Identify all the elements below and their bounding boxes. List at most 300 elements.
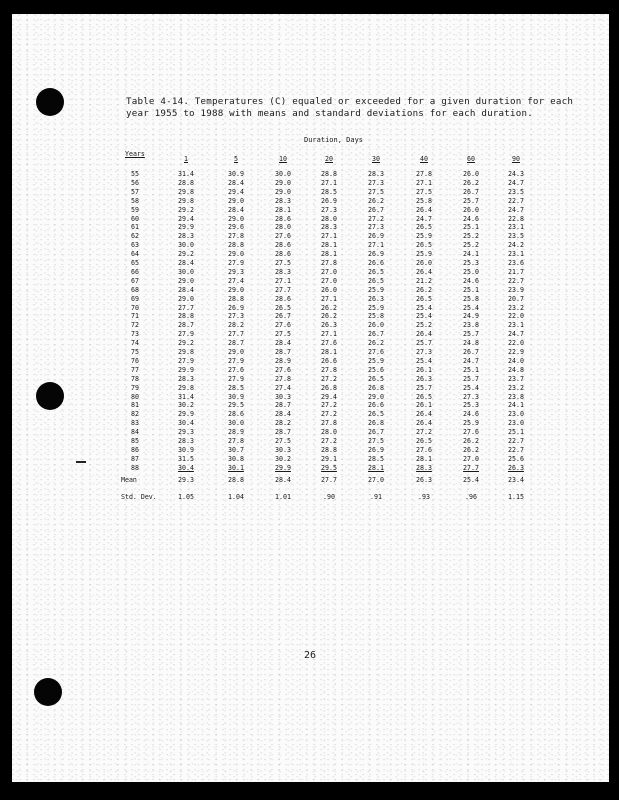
- table-cell: 27.6: [275, 365, 291, 374]
- table-cell: 29.0: [178, 276, 194, 285]
- table-cell: 30.0: [178, 241, 194, 250]
- table-cell: 25.9: [368, 285, 384, 294]
- table-cell: 26.4: [416, 205, 432, 214]
- table-cell: 28.6: [275, 294, 291, 303]
- table-cell: 30.2: [178, 401, 194, 410]
- table-cell: 30.3: [275, 445, 291, 454]
- table-cell: 27.1: [368, 241, 384, 250]
- table-cell: 28.1: [416, 454, 432, 463]
- table-cell: 26.9: [368, 232, 384, 241]
- year-cell: 60: [131, 214, 139, 223]
- table-cell: 28.6: [275, 241, 291, 250]
- std-dev-value: 1.04: [228, 493, 244, 501]
- table-cell: 28.9: [228, 428, 244, 437]
- table-cell: 22.9: [508, 348, 524, 356]
- table-cell: 29.0: [228, 348, 244, 356]
- table-cell: 25.7: [416, 383, 432, 392]
- table-cell: 26.5: [368, 374, 384, 383]
- table-cell: 24.7: [463, 356, 479, 365]
- table-cell: 28.8: [178, 312, 194, 321]
- table-cell: 25.1: [463, 223, 479, 232]
- table-cell: 28.1: [321, 250, 337, 259]
- table-cell: 28.0: [321, 428, 337, 437]
- table-cell: 27.0: [321, 276, 337, 285]
- table-cell: 24.6: [463, 410, 479, 419]
- year-cell: 80: [131, 392, 139, 401]
- table-cell: 27.3: [463, 392, 479, 401]
- table-cell: 23.1: [508, 321, 524, 330]
- table-cell: 30.7: [228, 445, 244, 454]
- table-cell: 30.8: [228, 454, 244, 463]
- year-cell: 73: [131, 330, 139, 339]
- year-cell: 75: [131, 348, 139, 356]
- year-cell: 88: [131, 463, 139, 472]
- table-cell: 27.5: [368, 187, 384, 196]
- table-cell: 26.7: [368, 428, 384, 437]
- table-cell: 28.8: [321, 445, 337, 454]
- table-cell: 26.6: [368, 259, 384, 267]
- table-cell: 28.5: [228, 383, 244, 392]
- table-cell: 28.8: [228, 241, 244, 250]
- duration-header-40: 40: [420, 155, 428, 163]
- table-cell: 24.8: [463, 339, 479, 348]
- table-cell: 28.7: [228, 339, 244, 348]
- table-cell: 26.2: [463, 445, 479, 454]
- mean-value: 27.0: [368, 476, 384, 484]
- table-cell: 23.8: [508, 392, 524, 401]
- table-cell: 25.9: [416, 250, 432, 259]
- table-cell: 29.9: [178, 365, 194, 374]
- table-cell: 24.3: [508, 170, 524, 178]
- year-cell: 59: [131, 205, 139, 214]
- table-cell: 27.2: [321, 437, 337, 445]
- year-cell: 62: [131, 232, 139, 241]
- mean-value: 27.7: [321, 476, 337, 484]
- table-cell: 26.9: [228, 303, 244, 312]
- table-cell: 24.1: [463, 250, 479, 259]
- table-cell: 27.1: [321, 330, 337, 339]
- table-cell: 26.0: [368, 321, 384, 330]
- mean-value: 25.4: [463, 476, 479, 484]
- table-cell: 29.2: [178, 205, 194, 214]
- table-cell: 26.2: [463, 178, 479, 187]
- year-cell: 65: [131, 259, 139, 267]
- table-cell: 29.9: [178, 223, 194, 232]
- table-cell: 24.9: [463, 312, 479, 321]
- year-cell: 77: [131, 365, 139, 374]
- table-cell: 24.6: [463, 214, 479, 223]
- table-cell: 27.2: [321, 374, 337, 383]
- table-cell: 25.9: [368, 303, 384, 312]
- table-cell: 29.9: [178, 410, 194, 419]
- std-dev-value: 1.15: [508, 493, 524, 501]
- table-cell: 23.8: [463, 321, 479, 330]
- binder-hole-top: [36, 88, 64, 116]
- table-cell: 29.0: [228, 285, 244, 294]
- table-cell: 26.8: [368, 419, 384, 428]
- table-cell: 25.0: [463, 267, 479, 276]
- std-dev-value: .90: [323, 493, 335, 501]
- table-cell: 27.8: [416, 170, 432, 178]
- duration-heading: Duration, Days: [304, 136, 364, 144]
- table-cell: 27.8: [321, 365, 337, 374]
- table-cell: 27.1: [321, 232, 337, 241]
- table-cell: 26.7: [368, 205, 384, 214]
- table-cell: 26.5: [416, 294, 432, 303]
- table-cell: 28.7: [275, 428, 291, 437]
- year-cell: 58: [131, 196, 139, 205]
- year-cell: 76: [131, 356, 139, 365]
- table-cell: 26.1: [416, 401, 432, 410]
- table-cell: 30.4: [178, 419, 194, 428]
- table-cell: 29.4: [228, 187, 244, 196]
- table-cell: 28.2: [275, 419, 291, 428]
- table-cell: 27.3: [228, 312, 244, 321]
- table-cell: 28.4: [178, 285, 194, 294]
- table-cell: 26.0: [321, 285, 337, 294]
- table-cell: 29.0: [228, 250, 244, 259]
- table-cell: 27.9: [178, 330, 194, 339]
- table-cell: 26.4: [416, 410, 432, 419]
- table-cell: 28.1: [321, 348, 337, 356]
- table-cell: 26.2: [321, 303, 337, 312]
- table-cell: 27.9: [228, 356, 244, 365]
- table-cell: 29.4: [178, 214, 194, 223]
- table-cell: 24.0: [508, 356, 524, 365]
- binder-hole-bottom: [34, 678, 62, 706]
- table-cell: 31.4: [178, 392, 194, 401]
- year-cell: 61: [131, 223, 139, 232]
- table-cell: 27.5: [275, 330, 291, 339]
- table-cell: 25.3: [463, 259, 479, 267]
- table-cell: 26.2: [368, 339, 384, 348]
- table-cell: 28.5: [321, 187, 337, 196]
- table-cell: 27.8: [275, 374, 291, 383]
- table-cell: 26.5: [416, 437, 432, 445]
- table-cell: 31.4: [178, 170, 194, 178]
- year-cell: 79: [131, 383, 139, 392]
- table-cell: 28.3: [368, 170, 384, 178]
- table-cell: 28.3: [178, 437, 194, 445]
- table-cell: 25.9: [416, 232, 432, 241]
- table-cell: 26.5: [368, 276, 384, 285]
- table-cell: 25.2: [416, 321, 432, 330]
- table-cell: 23.0: [508, 410, 524, 419]
- table-cell: 28.3: [321, 223, 337, 232]
- table-cell: 27.2: [416, 428, 432, 437]
- table-cell: 28.1: [368, 463, 384, 472]
- table-cell: 23.6: [508, 259, 524, 267]
- table-cell: 25.4: [463, 383, 479, 392]
- table-cell: 27.9: [228, 374, 244, 383]
- table-cell: 27.8: [228, 232, 244, 241]
- table-cell: 22.7: [508, 196, 524, 205]
- table-cell: 24.2: [508, 241, 524, 250]
- table-cell: 22.7: [508, 437, 524, 445]
- table-cell: 29.0: [228, 214, 244, 223]
- table-cell: 30.2: [275, 454, 291, 463]
- table-cell: 27.8: [321, 259, 337, 267]
- table-cell: 26.2: [321, 312, 337, 321]
- table-cell: 28.4: [228, 178, 244, 187]
- year-cell: 56: [131, 178, 139, 187]
- table-cell: 29.2: [178, 250, 194, 259]
- table-cell: 27.2: [321, 401, 337, 410]
- table-cell: 28.7: [275, 348, 291, 356]
- table-cell: 27.6: [463, 428, 479, 437]
- table-cell: 25.8: [416, 196, 432, 205]
- table-cell: 28.3: [178, 374, 194, 383]
- table-cell: 24.7: [416, 214, 432, 223]
- table-cell: 31.5: [178, 454, 194, 463]
- table-cell: 22.0: [508, 339, 524, 348]
- table-cell: 28.1: [275, 205, 291, 214]
- table-cell: 27.1: [416, 178, 432, 187]
- table-cell: 30.0: [178, 267, 194, 276]
- table-cell: 27.9: [228, 259, 244, 267]
- table-cell: 26.2: [463, 437, 479, 445]
- table-cell: 28.3: [275, 196, 291, 205]
- table-cell: 21.2: [416, 276, 432, 285]
- std-dev-value: .96: [465, 493, 477, 501]
- margin-mark: [76, 461, 86, 463]
- table-cell: 29.0: [178, 294, 194, 303]
- table-cell: 23.7: [508, 374, 524, 383]
- table-cell: 20.7: [508, 294, 524, 303]
- table-cell: 28.5: [368, 454, 384, 463]
- table-cell: 30.0: [228, 419, 244, 428]
- table-cell: 27.5: [275, 437, 291, 445]
- table-cell: 27.0: [321, 267, 337, 276]
- table-cell: 26.5: [368, 267, 384, 276]
- table-cell: 27.7: [178, 303, 194, 312]
- mean-label: Mean: [121, 476, 137, 484]
- year-cell: 78: [131, 374, 139, 383]
- table-cell: 25.1: [508, 428, 524, 437]
- table-cell: 29.0: [368, 392, 384, 401]
- years-header: Years: [125, 150, 145, 158]
- table-cell: 29.8: [178, 383, 194, 392]
- mean-value: 28.8: [228, 476, 244, 484]
- table-cell: 25.7: [463, 330, 479, 339]
- table-cell: 29.5: [321, 463, 337, 472]
- table-cell: 28.0: [275, 223, 291, 232]
- caption-line-1: Table 4-14. Temperatures (C) equaled or exceeded for a given duration for each: [126, 96, 574, 107]
- year-cell: 63: [131, 241, 139, 250]
- year-cell: 74: [131, 339, 139, 348]
- table-cell: 25.9: [368, 356, 384, 365]
- table-cell: 23.1: [508, 250, 524, 259]
- year-cell: 87: [131, 454, 139, 463]
- table-cell: 24.7: [508, 205, 524, 214]
- table-cell: 25.4: [463, 303, 479, 312]
- table-cell: 26.7: [275, 312, 291, 321]
- table-cell: 27.6: [321, 339, 337, 348]
- year-cell: 55: [131, 170, 139, 178]
- table-cell: 27.0: [463, 454, 479, 463]
- year-cell: 64: [131, 250, 139, 259]
- table-cell: 27.5: [368, 437, 384, 445]
- table-cell: 27.5: [275, 259, 291, 267]
- year-cell: 67: [131, 276, 139, 285]
- duration-header-60: 60: [467, 155, 475, 163]
- table-cell: 25.2: [463, 232, 479, 241]
- table-cell: 29.5: [228, 401, 244, 410]
- table-cell: 26.7: [463, 187, 479, 196]
- table-cell: 26.6: [321, 356, 337, 365]
- table-cell: 26.0: [416, 259, 432, 267]
- table-cell: 26.3: [508, 463, 524, 472]
- table-caption: [126, 96, 574, 120]
- table-cell: 24.7: [508, 330, 524, 339]
- mean-value: 29.3: [178, 476, 194, 484]
- table-cell: 28.2: [228, 321, 244, 330]
- table-cell: 26.0: [463, 205, 479, 214]
- std-dev-value: 1.01: [275, 493, 291, 501]
- table-cell: 27.6: [416, 445, 432, 454]
- year-cell: 86: [131, 445, 139, 454]
- table-cell: 24.6: [463, 276, 479, 285]
- duration-header-90: 90: [512, 155, 520, 163]
- duration-header-20: 20: [325, 155, 333, 163]
- year-cell: 84: [131, 428, 139, 437]
- table-cell: 27.6: [275, 321, 291, 330]
- table-cell: 28.8: [228, 294, 244, 303]
- page-number: 26: [304, 650, 317, 661]
- table-cell: 28.9: [275, 356, 291, 365]
- table-cell: 25.6: [508, 454, 524, 463]
- table-cell: 26.3: [368, 294, 384, 303]
- table-cell: 27.8: [321, 419, 337, 428]
- table-cell: 29.0: [228, 196, 244, 205]
- table-cell: 29.6: [228, 223, 244, 232]
- year-cell: 69: [131, 294, 139, 303]
- year-cell: 70: [131, 303, 139, 312]
- table-cell: 26.4: [416, 330, 432, 339]
- table-cell: 28.7: [275, 401, 291, 410]
- table-cell: 24.8: [508, 365, 524, 374]
- table-cell: 28.3: [178, 232, 194, 241]
- table-cell: 30.9: [178, 445, 194, 454]
- table-cell: 27.9: [178, 356, 194, 365]
- table-cell: 25.1: [463, 285, 479, 294]
- table-cell: 26.3: [416, 374, 432, 383]
- table-cell: 25.9: [463, 419, 479, 428]
- table-cell: 28.6: [228, 410, 244, 419]
- table-cell: 29.3: [178, 428, 194, 437]
- table-cell: 29.4: [321, 392, 337, 401]
- year-cell: 57: [131, 187, 139, 196]
- duration-header-10: 10: [279, 155, 287, 163]
- table-cell: 23.2: [508, 303, 524, 312]
- table-cell: 27.4: [228, 276, 244, 285]
- year-cell: 85: [131, 437, 139, 445]
- table-cell: 23.1: [508, 223, 524, 232]
- table-cell: 27.3: [368, 178, 384, 187]
- table-cell: 28.8: [178, 178, 194, 187]
- table-cell: 30.9: [228, 170, 244, 178]
- table-cell: 23.9: [508, 285, 524, 294]
- std-dev-value: .93: [418, 493, 430, 501]
- table-cell: 28.6: [275, 214, 291, 223]
- table-cell: 26.8: [368, 383, 384, 392]
- duration-header-5: 5: [234, 155, 238, 163]
- table-cell: 21.7: [508, 267, 524, 276]
- table-cell: 28.4: [228, 205, 244, 214]
- table-cell: 25.7: [463, 374, 479, 383]
- table-cell: 25.7: [463, 196, 479, 205]
- table-cell: 26.5: [275, 303, 291, 312]
- duration-header-1: 1: [184, 155, 188, 163]
- year-cell: 68: [131, 285, 139, 294]
- table-cell: 26.9: [321, 196, 337, 205]
- table-cell: 28.3: [416, 463, 432, 472]
- table-cell: 29.8: [178, 187, 194, 196]
- table-cell: 22.8: [508, 214, 524, 223]
- table-cell: 26.8: [321, 383, 337, 392]
- table-cell: 29.0: [275, 178, 291, 187]
- table-cell: 26.5: [416, 223, 432, 232]
- year-cell: 71: [131, 312, 139, 321]
- std-dev-value: 1.05: [178, 493, 194, 501]
- table-cell: 26.7: [463, 348, 479, 356]
- table-cell: 25.7: [416, 339, 432, 348]
- table-cell: 27.7: [275, 285, 291, 294]
- table-cell: 30.3: [275, 392, 291, 401]
- table-cell: 26.7: [368, 330, 384, 339]
- table-cell: 30.0: [275, 170, 291, 178]
- year-cell: 66: [131, 267, 139, 276]
- table-cell: 27.7: [463, 463, 479, 472]
- table-cell: 28.3: [275, 267, 291, 276]
- table-cell: 27.5: [416, 187, 432, 196]
- table-cell: 25.6: [368, 365, 384, 374]
- table-cell: 27.3: [368, 223, 384, 232]
- std-dev-label: Std. Dev.: [121, 493, 157, 501]
- table-cell: 29.2: [178, 339, 194, 348]
- table-cell: 28.0: [321, 214, 337, 223]
- year-cell: 81: [131, 401, 139, 410]
- std-dev-value: .91: [370, 493, 382, 501]
- table-cell: 26.5: [416, 392, 432, 401]
- table-cell: 30.9: [228, 392, 244, 401]
- binder-hole-middle: [36, 382, 64, 410]
- table-cell: 28.4: [275, 410, 291, 419]
- table-cell: 27.6: [275, 232, 291, 241]
- table-cell: 28.8: [321, 170, 337, 178]
- table-cell: 26.5: [416, 241, 432, 250]
- table-cell: 26.2: [368, 196, 384, 205]
- year-cell: 72: [131, 321, 139, 330]
- mean-value: 26.3: [416, 476, 432, 484]
- table-cell: 26.1: [416, 365, 432, 374]
- table-cell: 23.5: [508, 187, 524, 196]
- table-cell: 28.6: [275, 250, 291, 259]
- table-cell: 27.3: [416, 348, 432, 356]
- table-cell: 22.7: [508, 445, 524, 454]
- table-cell: 23.5: [508, 232, 524, 241]
- table-cell: 25.2: [463, 241, 479, 250]
- table-cell: 27.6: [228, 365, 244, 374]
- table-cell: 28.4: [178, 259, 194, 267]
- table-cell: 29.0: [275, 187, 291, 196]
- table-cell: 29.1: [321, 454, 337, 463]
- table-cell: 26.9: [368, 250, 384, 259]
- table-cell: 24.7: [508, 178, 524, 187]
- year-cell: 83: [131, 419, 139, 428]
- table-cell: 27.1: [275, 276, 291, 285]
- table-cell: 27.3: [321, 205, 337, 214]
